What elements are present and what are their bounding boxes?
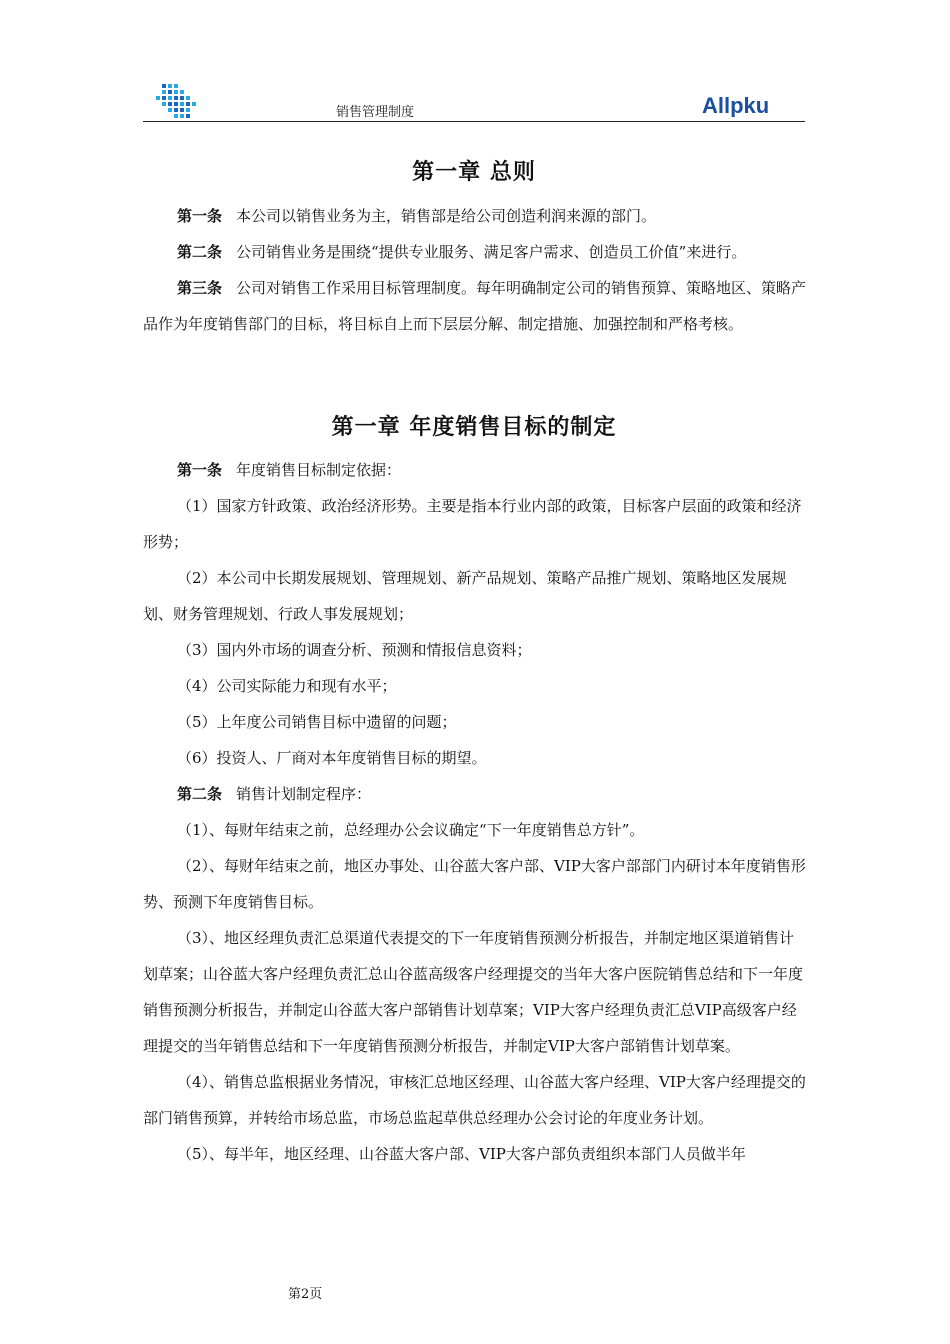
article-text: 公司销售业务是围绕“提供专业服务、满足客户需求、创造员工价值”来进行。	[236, 243, 747, 261]
header-divider	[143, 121, 805, 122]
brand-logo	[702, 93, 794, 117]
section-general-body	[143, 198, 807, 342]
article-text: 年度销售目标制定依据：	[236, 461, 402, 479]
list-item: （1）、每财年结束之前，总经理办公会议确定“下一年度销售总方针”。	[177, 821, 645, 839]
article-paragraph	[143, 776, 807, 812]
article-label: 第三条	[177, 279, 223, 297]
article-paragraph	[143, 198, 807, 234]
list-item: （3）国内外市场的调查分析、预测和情报信息资料；	[177, 641, 532, 659]
list-item: （5）、每半年，地区经理、山谷蓝大客户部、VIP大客户部负责组织本部门人员做半年	[177, 1145, 746, 1163]
article-label: 第一条	[177, 461, 223, 479]
list-item: （4）公司实际能力和现有水平；	[177, 677, 397, 695]
article-label: 第二条	[177, 243, 223, 261]
list-item: （5）上年度公司销售目标中遗留的问题；	[177, 713, 457, 731]
article-label: 第一条	[177, 207, 223, 225]
article-text: 销售计划制定程序：	[236, 785, 372, 803]
list-item: （1）国家方针政策、政治经济形势。主要是指本行业内部的政策，目标客户层面的政策和经济形势；	[143, 497, 802, 551]
list-item: （2）、每财年结束之前，地区办事处、山谷蓝大客户部、VIP大客户部部门内研讨本年度销售形势、预测下年度销售目标。	[143, 857, 806, 911]
chapter-title-annual-target: 第一章 年度销售目标的制定	[331, 414, 617, 440]
list-item: （4）、销售总监根据业务情况，审核汇总地区经理、山谷蓝大客户经理、VIP大客户经理提交的部门销售预算，并转给市场总监，市场总监起草供总经理办公会讨论的年度业务计划。	[143, 1073, 806, 1127]
brand-logo-text: Allpku	[702, 93, 770, 117]
chapter-title-general: 第一章 总则	[412, 159, 536, 185]
article-paragraph	[143, 270, 807, 342]
article-label: 第二条	[177, 785, 223, 803]
section-annual-target-body	[143, 452, 807, 1172]
list-item: （3）、地区经理负责汇总渠道代表提交的下一年度销售预测分析报告，并制定地区渠道销售计划草案；山谷蓝大客户经理负责汇总山谷蓝高级客户经理提交的当年大客户医院销售总结和下一年度销售预测分析报告，并制定山谷蓝大客户部销售计划草案；VIP大客户经理负责汇总VIP高级客户经理提交的当年销售总结和下一年度销售预测分析报告，并制定VIP大客户部销售计划草案。	[143, 929, 804, 1055]
page-number: 第2页	[288, 1287, 323, 1302]
list-item: （6）投资人、厂商对本年度销售目标的期望。	[177, 749, 487, 767]
list-item: （2）本公司中长期发展规划、管理规划、新产品规划、策略产品推广规划、策略地区发展规划、财务管理规划、行政人事发展规划；	[143, 569, 787, 623]
article-paragraph	[143, 452, 807, 488]
company-logo-icon	[150, 82, 200, 120]
article-text: 本公司以销售业务为主，销售部是给公司创造利润来源的部门。	[236, 207, 657, 225]
article-text: 公司对销售工作采用目标管理制度。每年明确制定公司的销售预算、策略地区、策略产品作为年度销售部门的目标，将目标自上而下层层分解、制定措施、加强控制和严格考核。	[143, 279, 807, 333]
header-title: 销售管理制度	[336, 105, 415, 120]
article-paragraph	[143, 234, 807, 270]
